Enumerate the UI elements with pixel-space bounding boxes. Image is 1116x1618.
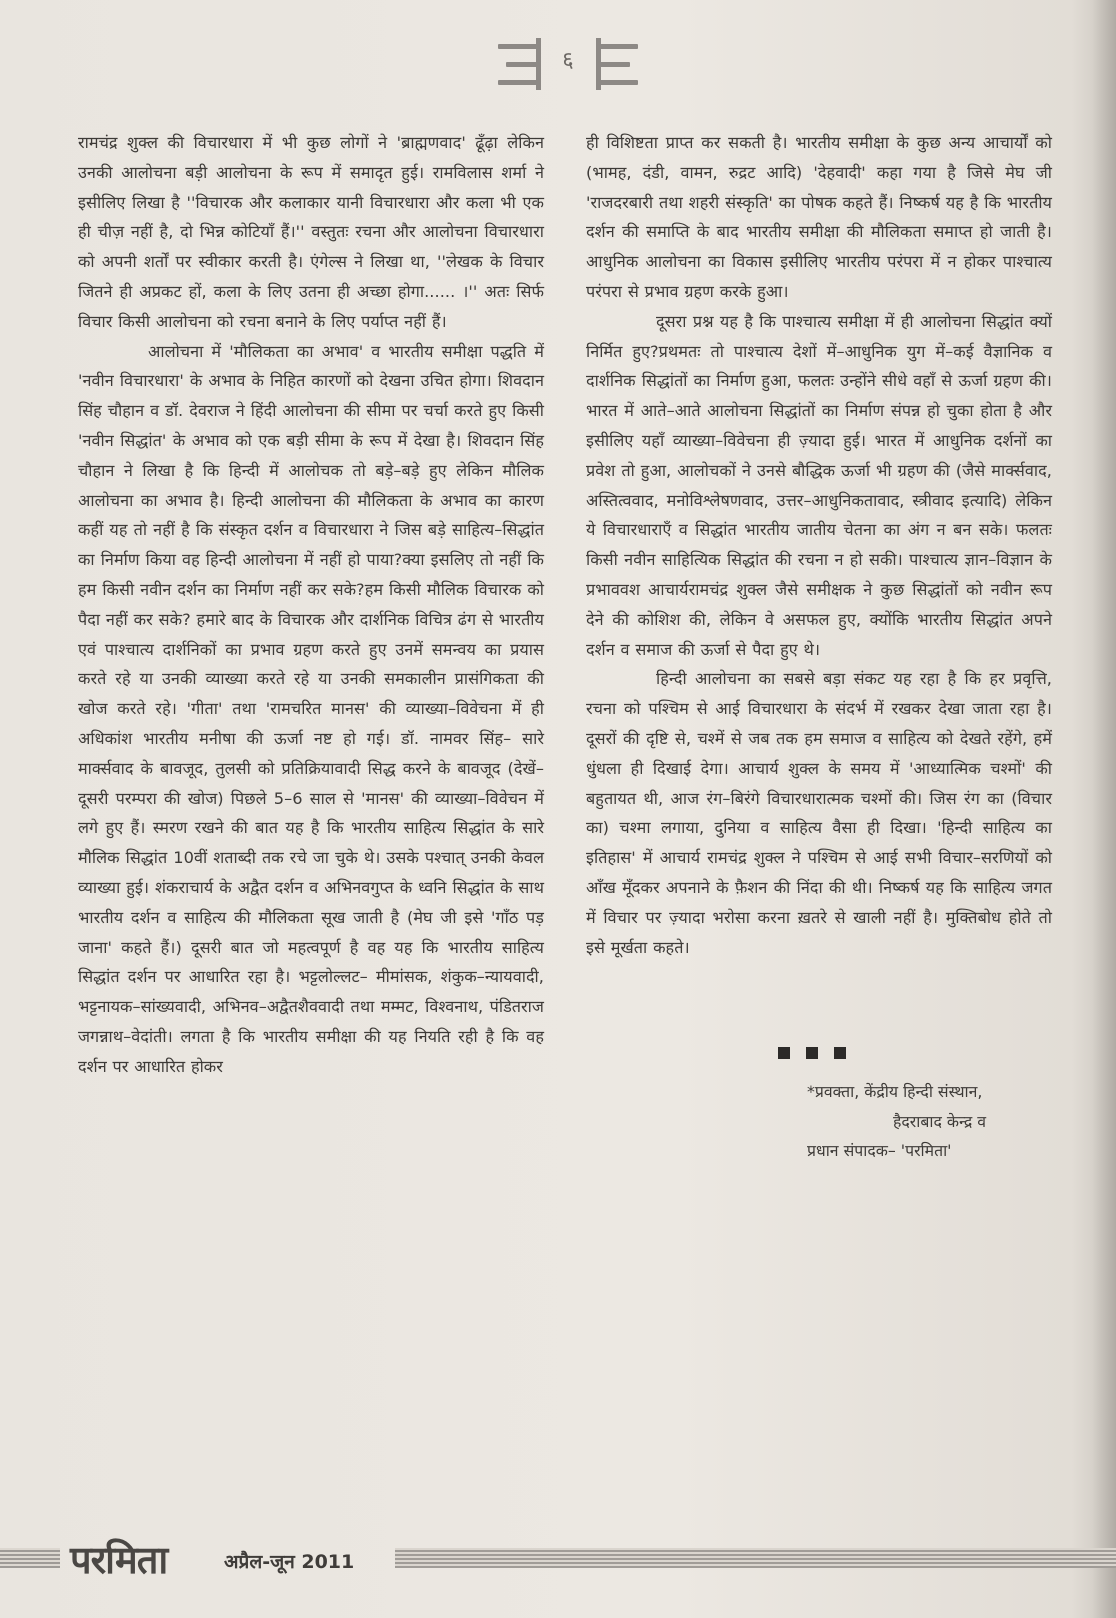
section-separator bbox=[778, 1047, 858, 1063]
ornament-right-glyph bbox=[592, 38, 638, 90]
paragraph: हिन्दी आलोचना का सबसे बड़ा संकट यह रहा है कि हर प्रवृत्ति, रचना को पश्चिम से आई विचारधारा के संदर्भ में रखकर देखा जाता रहा है। दूसरों की दृष्टि से, चश्में से जब तक हम समाज व साहित्य को देखते रहेंगे, हमें धुंधला ही दिखाई देगा। आचार्य शुक्ल के समय में 'आध्यात्मिक चश्मों' की बहुतायत थी, आज रंग–बिरंगे विचारधारात्मक चश्मों की। जिस रंग का (विचार का) चश्मा लगाया, दुनिया व साहित्य वैसा ही दिखा। 'हिन्दी साहित्य का इतिहास' में आचार्य रामचंद्र शुक्ल ने पश्चिम से आई सभी विचार–सरणियों को आँख मूँदकर अपनाने के फ़ैशन की निंदा की थी। निष्कर्ष यह कि साहित्य जगत में विचार पर ज़्यादा भरोसा करना ख़तरे से खाली नहीं है। मुक्तिबोध होते तो इसे मूर्खता कहते। bbox=[586, 669, 1052, 957]
separator-square-icon bbox=[778, 1047, 790, 1059]
separator-square-icon bbox=[834, 1047, 846, 1059]
author-note-line: हैदराबाद केन्द्र व bbox=[893, 1111, 987, 1131]
footer-band-right bbox=[395, 1548, 1116, 1568]
separator-square-icon bbox=[806, 1047, 818, 1059]
paragraph: आलोचना में 'मौलिकता का अभाव' व भारतीय समीक्षा पद्धति में 'नवीन विचारधारा' के अभाव के निहित कारणों को देखना उचित होगा। शिवदान सिंह चौहान व डॉ. देवराज ने हिंदी आलोचना की सीमा पर चर्चा करते हुए किसी 'नवीन सिद्धांत' के अभाव को एक बड़ी सीमा के रूप में देखा है। शिवदान सिंह चौहान ने लिखा है कि हिन्दी में आलोचक तो बड़े–बड़े हुए लेकिन मौलिक आलोचना का अभाव है। हिन्दी आलोचना की मौलिकता के अभाव का कारण कहीं यह तो नहीं है कि संस्कृत दर्शन व विचारधारा ने जिस बड़े साहित्य–सिद्धांत का निर्माण किया वह हिन्दी आलोचना में नहीं हो पाया?क्या इसलिए तो नहीं कि हम किसी नवीन दर्शन का निर्माण नहीं कर सके?हम किसी मौलिक विचारक को पैदा नहीं कर सके? हमारे बाद के विचारक और दार्शनिक विचित्र ढंग से भारतीय एवं पाश्चात्य दार्शनिकों का प्रभाव ग्रहण करते हुए उनमें समन्वय का प्रयास करते रहे या उनकी व्याख्या करते रहे या उनकी समकालीन प्रासंगिकता की खोज करते रहे। 'गीता' तथा 'रामचरित मानस' की व्याख्या–विवेचना में ही अधिकांश भारतीय मनीषा की ऊर्जा नष्ट हो गई। डॉ. नामवर सिंह– सारे मार्क्सवाद के बावजूद, तुलसी को प्रतिक्रियावादी सिद्ध करने के बावजूद (देखें– दूसरी परम्परा की खोज) पिछले 5–6 साल से 'मानस' की व्याख्या–विवेचन में लगे हुए हैं। स्मरण रखने की बात यह है कि भारतीय साहित्य सिद्धांत के सारे मौलिक सिद्धांत 10वीं शताब्दी तक रचे जा चुके थे। उसके पश्चात् उनकी केवल व्याख्या हुई। शंकराचार्य के अद्वैत दर्शन व अभिनवगुप्त के ध्वनि सिद्धांत के साथ भारतीय दर्शन व साहित्य की मौलिकता सूख जाती है (मेघ जी इसे 'गाँठ पड़ जाना' कहते हैं।) दूसरी बात जो महत्वपूर्ण है वह यह कि भारतीय साहित्य सिद्धांत दर्शन पर आधारित रहा है। भट्टलोल्लट– मीमांसक, शंकुक–न्यायवादी, भट्टनायक–सांख्यवादी, अभिनव–अद्वैतशैववादी तथा मम्मट, विश्वनाथ, पंडितराज जगन्नाथ–वेदांती। लगता है कि भारतीय समीक्षा की यह नियति रही है कि वह दर्शन पर आधारित होकर bbox=[78, 341, 544, 1076]
author-note bbox=[807, 1077, 1057, 1166]
page-number: ६ bbox=[562, 48, 574, 73]
paragraph: रामचंद्र शुक्ल की विचारधारा में भी कुछ लोगों ने 'ब्राह्मणवाद' ढूँढ़ा लेकिन उनकी आलोचना बड़ी आलोचना के रूप में समादृत हुई। रामविलास शर्मा ने इसीलिए लिखा है ''विचारक और कलाकार यानी विचारधारा और कला भी एक ही चीज़ नहीं है, दो भिन्न कोटियाँ हैं।'' वस्तुतः रचना और आलोचना विचारधारा को अपनी शर्तों पर स्वीकार करती है। एंगेल्स ने लिखा था, ''लेखक के विचार जितने ही अप्रकट हों, कला के लिए उतना ही अच्छा होगा...... ।'' अतः सिर्फ विचार किसी आलोचना को रचना बनाने के लिए पर्याप्त नहीं हैं। bbox=[78, 133, 544, 331]
paragraph: ही विशिष्टता प्राप्त कर सकती है। भारतीय समीक्षा के कुछ अन्य आचार्यों को (भामह, दंडी, वामन, रुद्रट आदि) 'देहवादी' कहा गया है जिसे मेघ जी 'राजदरबारी तथा शहरी संस्कृति' का पोषक कहते हैं। निष्कर्ष यह है कि भारतीय दर्शन की समाप्ति के बाद भारतीय समीक्षा की मौलिकता समाप्त हो जाती है। आधुनिक आलोचना का विकास इसीलिए भारतीय परंपरा में न होकर पाश्चात्य परंपरा से प्रभाव ग्रहण करके हुआ। bbox=[586, 133, 1052, 301]
page-spine-shadow bbox=[1092, 0, 1116, 1618]
author-note-line: *प्रवक्ता, केंद्रीय हिन्दी संस्थान, bbox=[807, 1082, 983, 1101]
footer-band-left bbox=[0, 1548, 60, 1568]
magazine-logo: परमिता bbox=[70, 1538, 168, 1582]
issue-date: अप्रैल-जून 2011 bbox=[224, 1551, 355, 1573]
header-ornament bbox=[498, 38, 638, 90]
author-note-line: प्रधान संपादक– 'परमिता' bbox=[807, 1141, 952, 1160]
left-column bbox=[78, 128, 544, 1082]
paragraph: दूसरा प्रश्न यह है कि पाश्चात्य समीक्षा में ही आलोचना सिद्धांत क्यों निर्मित हुए?प्रथमतः तो पाश्चात्य देशों में–आधुनिक युग में–कई वैज्ञानिक व दार्शनिक सिद्धांतों का निर्माण हुआ, फलतः उन्होंने सीधे वहाँ से ऊर्जा ग्रहण की। भारत में आते–आते आलोचना सिद्धांतों का निर्माण संपन्न हो चुका होता है और इसीलिए यहाँ व्याख्या–विवेचना ही ज़्यादा हुई। भारत में आधुनिक दर्शनों का प्रवेश तो हुआ, आलोचकों ने उनसे बौद्धिक ऊर्जा भी ग्रहण की (जैसे मार्क्सवाद, अस्तित्ववाद, मनोविश्लेषणवाद, उत्तर–आधुनिकतावाद, स्त्रीवाद इत्यादि) लेकिन ये विचारधाराएँ व सिद्धांत भारतीय जातीय चेतना का अंग न बन सके। फलतः किसी नवीन साहित्यिक सिद्धांत की रचना न हो सकी। पाश्चात्य ज्ञान–विज्ञान के प्रभाववश आचार्यरामचंद्र शुक्ल जैसे समीक्षक ने कुछ सिद्धांतों को नवीन रूप देने की कोशिश की, लेकिन वे असफल हुए, क्योंकि भारतीय सिद्धांत अपने दर्शन व समाज की ऊर्जा से पैदा हुए थे। bbox=[586, 311, 1052, 659]
right-column bbox=[586, 128, 1052, 962]
